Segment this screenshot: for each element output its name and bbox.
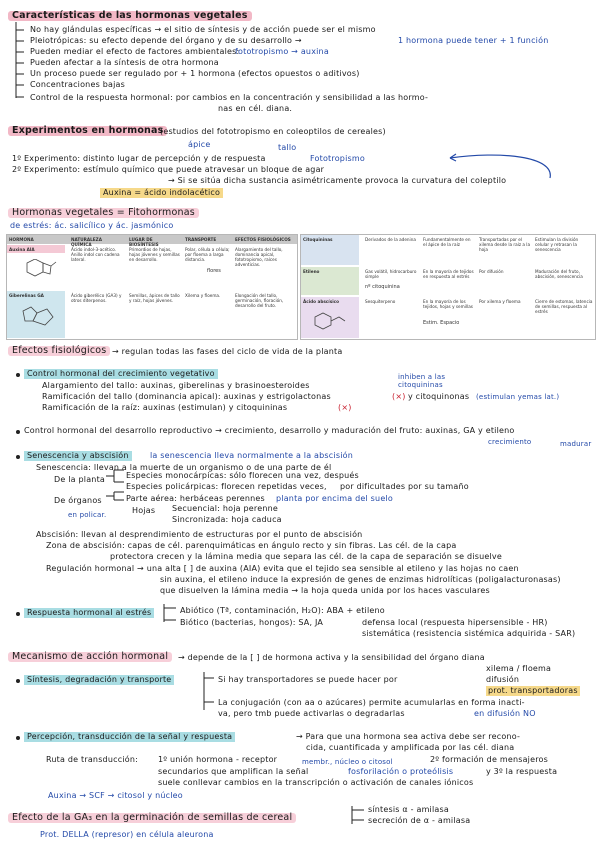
text-line: Pueden mediar el efecto de factores ambientales:: [30, 47, 240, 56]
table-cell: Primordios de hojas, hojas jóvenes y semillas en desarrollo.: [129, 247, 180, 262]
experiment-2: 2º Experimento: estímulo químico que puede atravesar un bloque de agar: [12, 165, 325, 174]
text-line: Secuencial: hoja perenne: [172, 504, 278, 513]
note-estimulan: (estimulan yemas lat.): [476, 393, 560, 401]
text-line: Especies monocárpicas: sólo florecen una vez, después: [126, 471, 359, 480]
subheading-percepcion: Percepción, transducción de la señal y respuesta: [24, 732, 235, 742]
table-cell: Xilema y floema.: [185, 293, 221, 298]
section-title-experimentos: Experimentos en hormonas: [8, 126, 167, 136]
text-line: Control de la respuesta hormonal: por cambios en la concentración y sensibilidad a las hormo-: [30, 93, 429, 102]
text-line: Concentraciones bajas: [30, 80, 125, 89]
section-title-mecanismo: Mecanismo de acción hormonal: [8, 652, 172, 662]
note-planta-suelo: planta por encima del suelo: [276, 494, 393, 503]
text-line: que disuelven la lámina media → la hoja queda unida por los haces vasculares: [160, 586, 490, 595]
text-line: suele conllevar cambios en la transcripción o activación de canales iónicos: [158, 778, 474, 787]
stress-hormones-note: de estrés: ác. salicílico y ác. jasmónico: [10, 221, 174, 230]
note-membr: membr., núcleo o citosol: [302, 758, 393, 766]
note-estim: Estim. Espacio: [423, 320, 460, 326]
note-inhiben: inhiben a las citoquininas: [398, 373, 446, 389]
bracket-arrows-icon: [100, 464, 130, 504]
note-della: Prot. DELLA (represor) en célula aleurona: [40, 830, 214, 839]
table-cell: Por difusión: [479, 269, 504, 274]
section-title-caracteristicas: Características de las hormonas vegetales: [8, 11, 252, 21]
hormone-table-1: [6, 234, 298, 340]
note-fosforilacion: fosforilación o proteólisis: [348, 767, 454, 776]
bullet-icon: [16, 430, 20, 434]
experiment-2-result: → Si se sitúa dicha sustancia asimétricamente provoca la curvatura del coleptilo: [168, 176, 507, 185]
text-line: síntesis α - amilasa: [368, 805, 449, 814]
table-cell: Gas volátil, hidrocarburo simple: [365, 269, 417, 279]
section-subtitle: (estudios del fototropismo en coleoptilos de cereales): [160, 127, 386, 136]
subheading-crecimiento: Control hormonal del crecimiento vegetativo: [24, 369, 218, 379]
table-header-cell: HORMONA: [9, 237, 34, 242]
text-line: xilema / floema: [486, 664, 552, 673]
label-hojas: Hojas: [132, 506, 156, 515]
text-line: Abiótico (Tª, contaminación, H₂O): ABA + etileno: [180, 606, 385, 615]
text-line: va, pero tmb puede activarlas o degradarlas: [218, 709, 405, 718]
text-line: Abscisión: llevan al desprendimiento de estructuras por el punto de abscisión: [36, 530, 363, 539]
text-line-reproductivo: Control hormonal del desarrollo reproductivo → crecimiento, desarrollo y maduración del fruto: auxinas, GA y etileno: [24, 426, 515, 435]
table-cell: Elongación del tallo, germinación, floración, desarrollo del fruto.: [235, 293, 284, 308]
bracket-arrows-icon: [200, 668, 218, 714]
text-line: secreción de α - amilasa: [368, 816, 471, 825]
text-line: No hay glándulas específicas → el sitio de síntesis y de acción puede ser el mismo: [30, 25, 376, 34]
table-cell: Estimulan la división celular y retrasan la senescencia: [535, 237, 579, 252]
table-header-cell: LUGAR DE BIOSÍNTESIS: [129, 237, 159, 247]
experiment-1: 1º Experimento: distinto lugar de percepción y de respuesta: [12, 154, 266, 163]
text-line: y citoquinonas: [408, 392, 470, 401]
mark-x: (×): [392, 392, 406, 401]
text-line: por dificultades por su tamaño: [340, 482, 469, 491]
text-line: secundarios que amplifican la señal: [158, 767, 309, 776]
text-line: difusión: [486, 675, 520, 684]
text-line: 2º formación de mensajeros: [430, 755, 549, 764]
text-line: Ramificación del tallo (dominancia apical): auxinas y estrigolactonas: [42, 392, 331, 401]
text-note: fototropismo → auxina: [235, 47, 329, 56]
table-cell: Citoquininas: [303, 237, 333, 242]
table-cell: Etileno: [303, 269, 320, 274]
table-cell: Polar, célula a célula; por floema a larga distancia.: [185, 247, 230, 262]
text-line: prot. transportadoras: [488, 686, 578, 695]
note-madurar: madurar: [560, 440, 592, 448]
text-line: Pueden afectar a la síntesis de otra hormona: [30, 58, 219, 67]
table-header-cell: TRANSPORTE: [185, 237, 217, 242]
text-line: Ramificación de la raíz: auxinas (estimulan) y citoquininas: [42, 403, 288, 412]
section-title-ga3: Efecto de la GA₃ en la germinación de semillas de cereal: [8, 813, 296, 823]
section-intro: → depende de la [ ] de hormona activa y la sensibilidad del órgano diana: [178, 653, 485, 662]
note-fototropismo: Fototropismo: [310, 154, 365, 163]
note-citoquinina: nº citoquinina: [365, 284, 400, 290]
table-cell: En la mayoría de los tejidos, hojas y semillas: [423, 299, 473, 309]
section-title-hormonas: Hormonas vegetales = Fitohormonas: [8, 208, 199, 218]
table-cell: Ácido giberélico (GA3) y otros diterpenos.: [71, 293, 122, 303]
text-line: nas en cél. diana.: [218, 104, 293, 113]
table-cell: Cierre de estomas, latencia de semillas, respuesta al estrés: [535, 299, 593, 314]
table-cell: Auxina AIA: [9, 247, 35, 252]
table-cell: En la mayoría de tejidos en respuesta al estrés: [423, 269, 474, 279]
text-line: La conjugación (con aa o azúcares) permite acumularlas en forma inacti-: [218, 698, 525, 707]
subheading-senescencia: Senescencia y abscisión: [24, 451, 132, 461]
table-header-cell: NATURALEZA QUÍMICA: [71, 237, 102, 247]
note-tallo: tallo: [278, 143, 297, 152]
mark-x: (×): [338, 403, 352, 412]
text-line: defensa local (respuesta hipersensible - HR): [362, 618, 548, 627]
subheading-estres: Respuesta hormonal al estrés: [24, 608, 154, 618]
note-crecimiento: crecimiento: [488, 438, 532, 446]
text-line: Senescencia: llevan a la muerte de un organismo o de una parte de él: [36, 463, 332, 472]
bullet-icon: [16, 373, 20, 377]
text-line: sistemática (resistencia sistémica adquirida - SAR): [362, 629, 576, 638]
label-organos: De órganos: [54, 496, 102, 505]
table-cell: Sesquiterpeno: [365, 299, 396, 304]
section-intro: → regulan todas las fases del ciclo de vida de la planta: [112, 347, 343, 356]
text-line: 1º unión hormona - receptor: [158, 755, 278, 764]
table-cell: Semillas, ápices de tallo y raíz, hojas jóvenes.: [129, 293, 180, 303]
gibberellin-molecule-icon: [19, 303, 59, 331]
hormone-table-2: [300, 234, 596, 340]
note-flores: flores: [207, 268, 221, 274]
bullet-icon: [16, 612, 20, 616]
table-cell: Maduración del fruto, abscisión, senescencia: [535, 269, 583, 279]
text-line: Un proceso puede ser regulado por + 1 hormona (efectos opuestos o aditivos): [30, 69, 360, 78]
table-header-cell: EFECTOS FISIOLÓGICOS: [235, 237, 291, 242]
bracket-arrows-icon: [350, 804, 366, 826]
text-line: Zona de abscisión: capas de cél. parenquimáticas en ángulo recto y sin fibras. Las cél. de la capa: [46, 541, 457, 550]
text-line: y 3º la respuesta: [486, 767, 558, 776]
text-line: → Para que una hormona sea activa debe ser recono-: [296, 732, 521, 741]
label-planta: De la planta: [54, 475, 106, 484]
curved-arrow-icon: [440, 146, 560, 186]
table-cell: Ácido abscísico: [303, 299, 340, 304]
table-cell: Ácido indol-3-acético. Anillo indol con cadena lateral.: [71, 247, 120, 262]
table-cell: Por xilema y floema: [479, 299, 521, 304]
section-title-efectos: Efectos fisiológicos: [8, 346, 110, 356]
text-line: Sincronizada: hoja caduca: [172, 515, 282, 524]
label-ruta: Ruta de transducción:: [46, 755, 138, 764]
auxin-molecule-icon: [21, 259, 57, 285]
text-line: Alargamiento del tallo: auxinas, giberelinas y brasinoesteroides: [42, 381, 310, 390]
note-difusion: en difusión NO: [474, 709, 536, 718]
bracket-arrows-icon: [162, 600, 182, 626]
bullet-icon: [16, 736, 20, 740]
bullet-icon: [16, 455, 20, 459]
table-cell: Giberelinas GA: [9, 293, 44, 298]
table-cell: Transportadas por el xilema desde la raíz a la hoja: [479, 237, 531, 252]
subheading-sintesis: Síntesis, degradación y transporte: [24, 675, 174, 685]
aba-molecule-icon: [311, 309, 351, 335]
table-cell: Derivados de la adenina: [365, 237, 416, 242]
text-line: Si hay transportadores se puede hacer por: [218, 675, 398, 684]
note-policar: en policar.: [68, 511, 107, 519]
text-line: Regulación hormonal → una alta [ ] de auxina (AIA) evita que el tejido sea sensible al etileno y las hojas no caen: [46, 564, 519, 573]
table-cell: Fundamentalmente en el ápice de la raíz: [423, 237, 471, 247]
text-line: Parte aérea: herbáceas perennes: [126, 494, 265, 503]
text-line: Biótico (bacterias, hongos): SA, JA: [180, 618, 324, 627]
note-senescencia: la senescencia lleva normalmente a la abscisión: [150, 451, 353, 460]
text-line: sin auxina, el etileno induce la expresión de genes de enzimas hidrolíticas (poligalacturonasas): [160, 575, 561, 584]
bracket-arrows-icon: [12, 22, 26, 102]
text-note: 1 hormona puede tener + 1 función: [398, 36, 549, 45]
text-line: Especies policárpicas: florecen repetidas veces,: [126, 482, 327, 491]
note-apice: ápice: [188, 140, 211, 149]
table-cell: Alargamiento del tallo, dominancia apical, fototropismo, raíces adventicias.: [235, 247, 283, 267]
auxina-definition: Auxina = ácido indolacético: [100, 188, 223, 198]
text-line: cida, cuantificada y amplificada por las cél. diana: [306, 743, 515, 752]
text-line: Pleiotrópicas: su efecto depende del órgano y de su desarrollo →: [30, 36, 302, 45]
note-auxina-scf: Auxina → SCF → citosol y núcleo: [48, 791, 183, 800]
bullet-icon: [16, 679, 20, 683]
text-line: protectora crecen y la lámina media que separa las cél. de la capa de separación se disuelve: [110, 552, 502, 561]
